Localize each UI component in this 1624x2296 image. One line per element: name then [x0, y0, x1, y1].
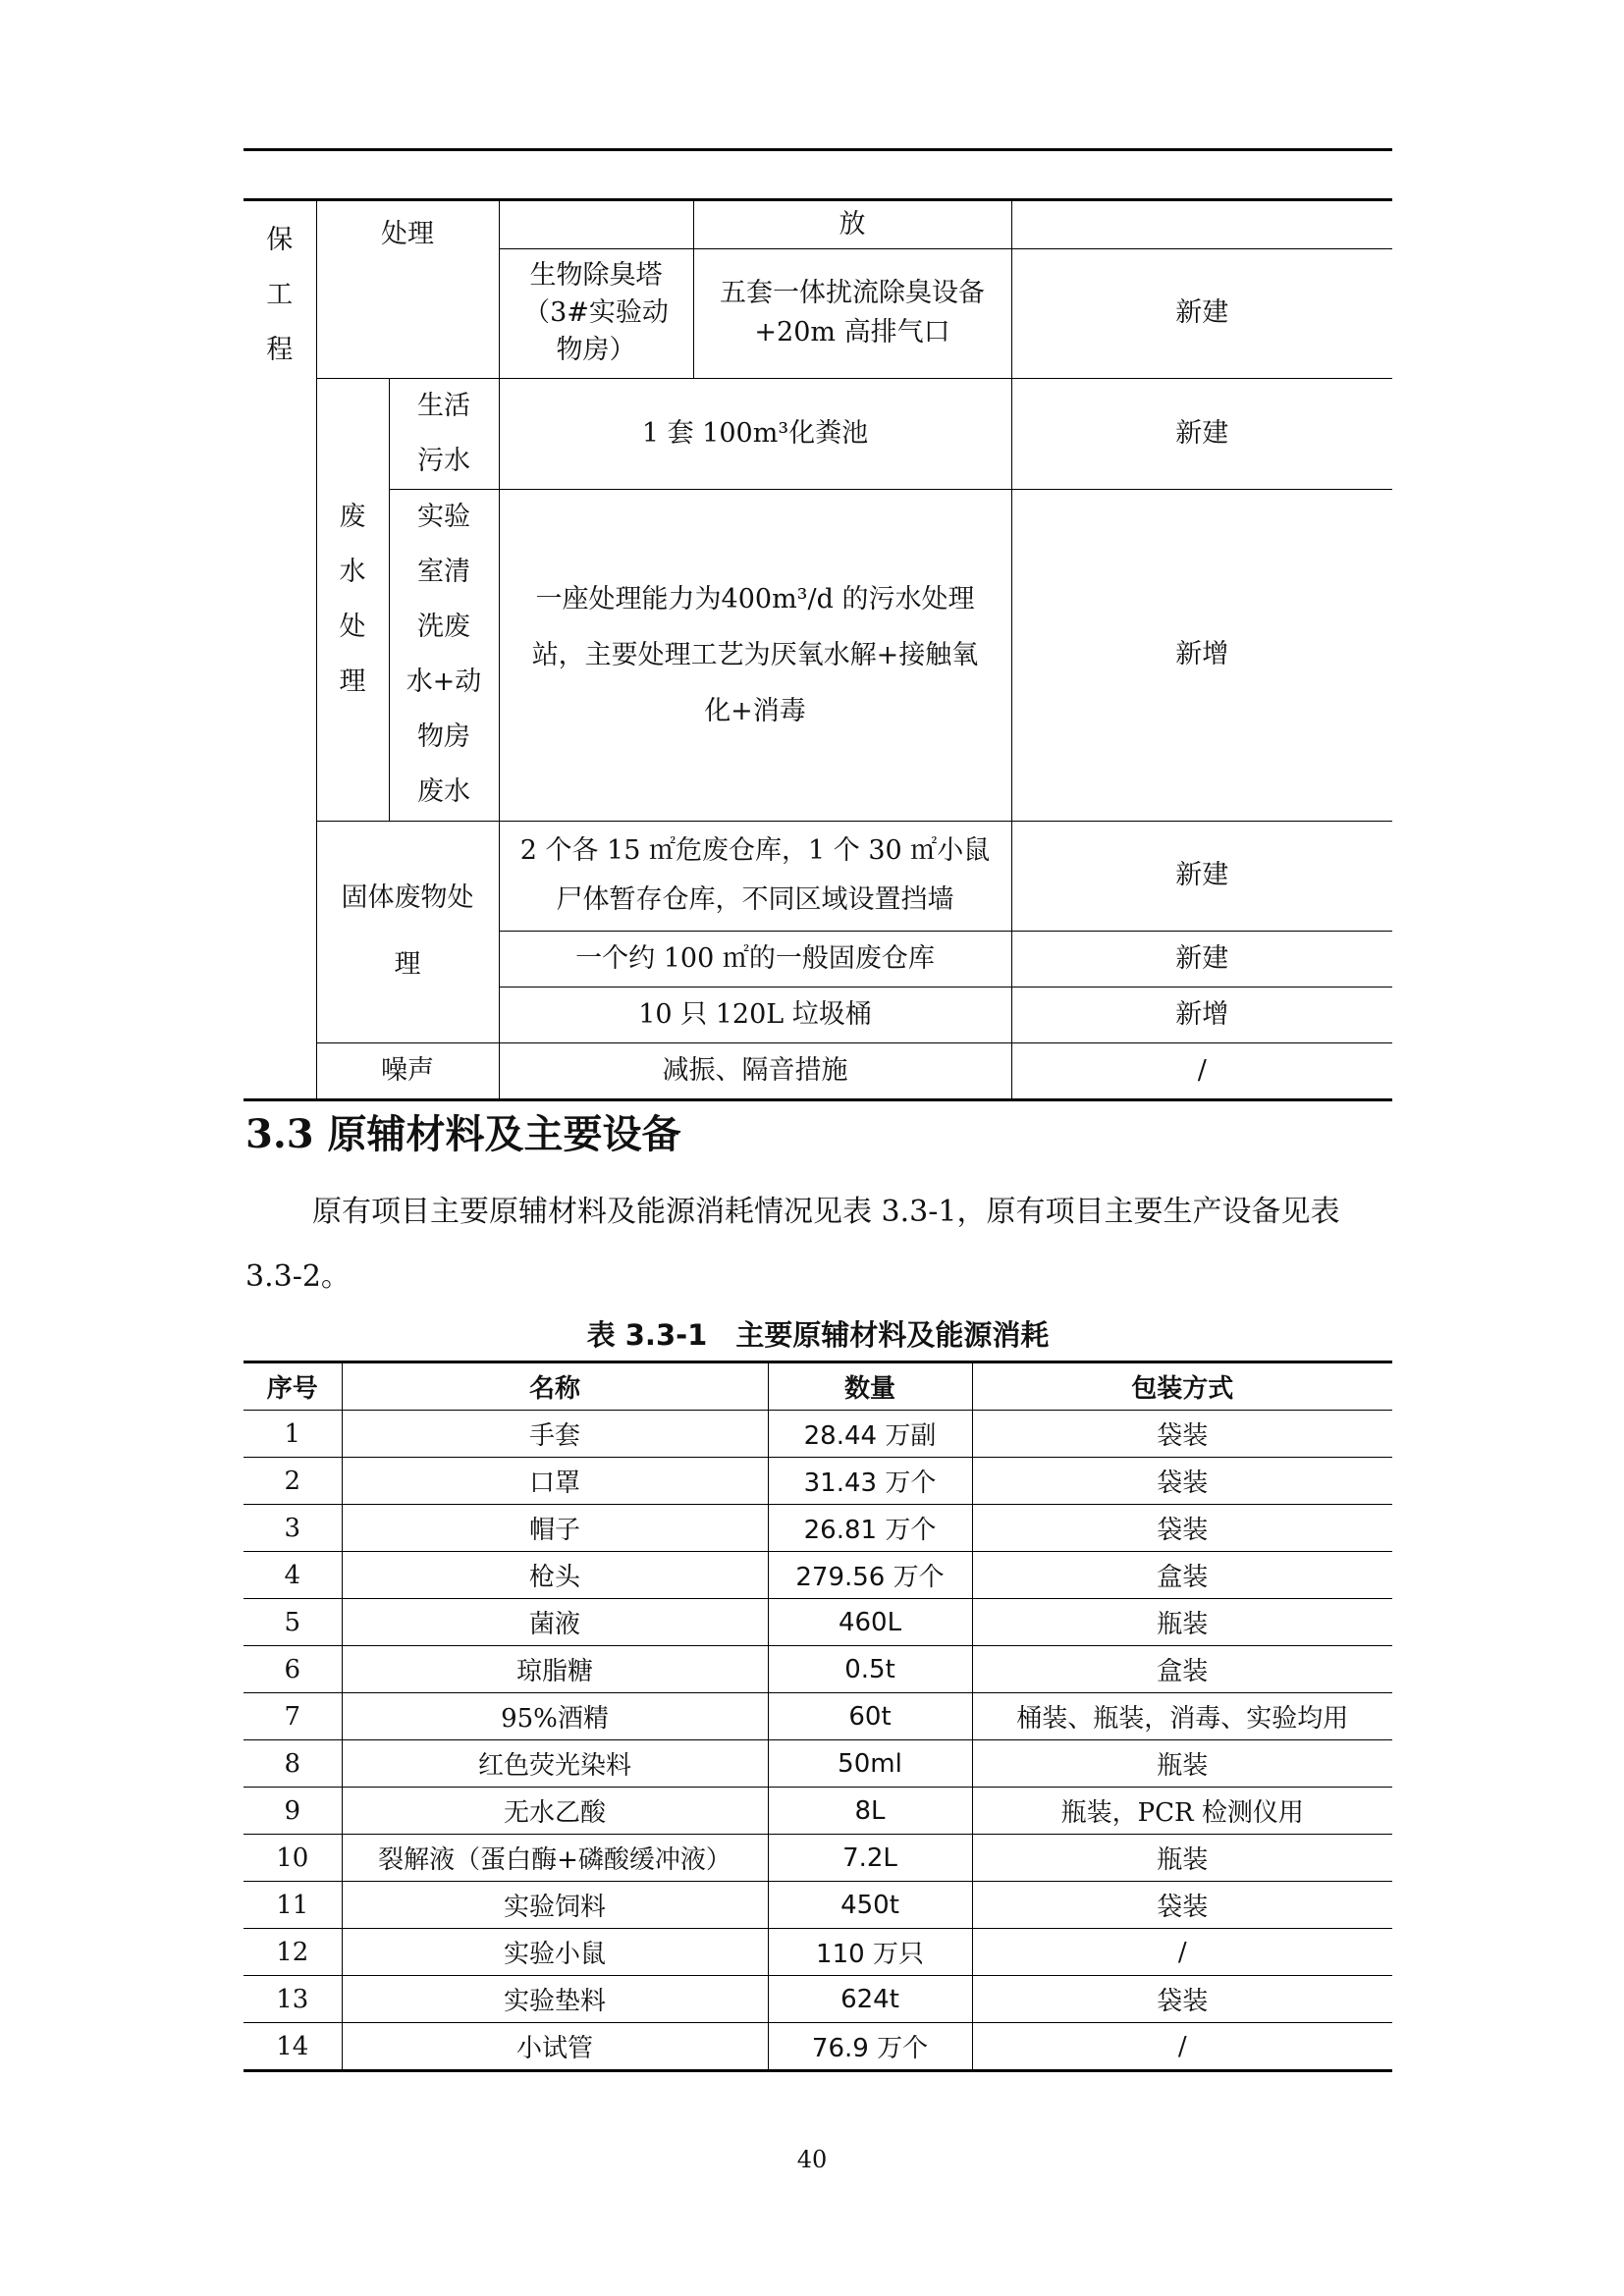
table-row — [244, 1552, 1392, 1599]
row-index-cell: 4 — [244, 1552, 342, 1599]
measure-cell: 1 套 100m³化粪池 — [499, 378, 1011, 489]
quantity-cell: 8L — [768, 1788, 972, 1835]
column-header: 包装方式 — [972, 1362, 1392, 1411]
quantity-cell: 26.81 万个 — [768, 1505, 972, 1552]
measure-cell: 五套一体扰流除臭设备 +20m 高排气口 — [693, 248, 1011, 378]
quantity-cell: 28.44 万副 — [768, 1411, 972, 1458]
packaging-cell: 袋装 — [972, 1976, 1392, 2023]
row-index-cell: 10 — [244, 1835, 342, 1882]
table-row — [244, 1740, 1392, 1788]
table-row — [244, 1693, 1392, 1740]
packaging-cell: 袋装 — [972, 1882, 1392, 1929]
measure-cell: 减振、隔音措施 — [499, 1042, 1011, 1099]
row-index-cell: 9 — [244, 1788, 342, 1835]
measure-cell: 一座处理能力为400m³/d 的污水处理 站，主要处理工艺为厌氧水解+接触氧 化+消毒 — [499, 489, 1011, 821]
facility-cell — [499, 200, 693, 249]
header-rule — [244, 148, 1392, 151]
table-row — [244, 1646, 1392, 1693]
quantity-cell: 50ml — [768, 1740, 972, 1788]
quantity-cell: 0.5t — [768, 1646, 972, 1693]
measure-cell: 放 — [693, 200, 1011, 249]
packaging-cell: / — [972, 1929, 1392, 1976]
quantity-cell: 624t — [768, 1976, 972, 2023]
material-name-cell: 帽子 — [342, 1505, 768, 1552]
material-name-cell: 实验小鼠 — [342, 1929, 768, 1976]
table-row — [244, 1505, 1392, 1552]
status-cell — [1011, 200, 1392, 249]
packaging-cell: 袋装 — [972, 1505, 1392, 1552]
status-cell: 新建 — [1011, 821, 1392, 931]
materials-table — [244, 1361, 1392, 2072]
materials-table-body — [244, 1411, 1392, 2071]
row-index-cell: 2 — [244, 1458, 342, 1505]
packaging-cell: 盒装 — [972, 1552, 1392, 1599]
packaging-cell: / — [972, 2023, 1392, 2071]
packaging-cell: 瓶装 — [972, 1835, 1392, 1882]
material-name-cell: 口罩 — [342, 1458, 768, 1505]
status-cell: 新增 — [1011, 987, 1392, 1042]
measure-cell: 一个约 100 ㎡的一般固废仓库 — [499, 931, 1011, 987]
subcategory-cell: 处理 — [316, 200, 499, 379]
packaging-cell: 袋装 — [972, 1458, 1392, 1505]
table-row — [244, 1458, 1392, 1505]
domestic-sewage-label: 生活 污水 — [389, 378, 499, 489]
quantity-cell: 110 万只 — [768, 1929, 972, 1976]
row-index-cell: 5 — [244, 1599, 342, 1646]
row-index-cell: 14 — [244, 2023, 342, 2071]
quantity-cell: 76.9 万个 — [768, 2023, 972, 2071]
packaging-cell: 瓶装 — [972, 1740, 1392, 1788]
quantity-cell: 279.56 万个 — [768, 1552, 972, 1599]
row-index-cell: 13 — [244, 1976, 342, 2023]
status-cell: 新建 — [1011, 931, 1392, 987]
material-name-cell: 实验垫料 — [342, 1976, 768, 2023]
row-index-cell: 12 — [244, 1929, 342, 1976]
packaging-cell: 袋装 — [972, 1411, 1392, 1458]
env-protection-table — [244, 198, 1392, 1101]
noise-label: 噪声 — [316, 1042, 499, 1099]
row-index-cell: 11 — [244, 1882, 342, 1929]
material-name-cell: 裂解液（蛋白酶+磷酸缓冲液） — [342, 1835, 768, 1882]
packaging-cell: 瓶装，PCR 检测仪用 — [972, 1788, 1392, 1835]
material-name-cell: 枪头 — [342, 1552, 768, 1599]
table-row — [244, 1835, 1392, 1882]
table-row — [244, 1599, 1392, 1646]
packaging-cell: 瓶装 — [972, 1599, 1392, 1646]
packaging-cell: 盒装 — [972, 1646, 1392, 1693]
table-caption: 表 3.3-1 主要原辅材料及能源消耗 — [586, 1318, 1050, 1352]
status-cell: 新增 — [1011, 489, 1392, 821]
table-row — [244, 1929, 1392, 1976]
table-row — [244, 2023, 1392, 2071]
table-row — [244, 1411, 1392, 1458]
row-index-cell: 6 — [244, 1646, 342, 1693]
row-index-cell: 7 — [244, 1693, 342, 1740]
row-index-cell: 8 — [244, 1740, 342, 1788]
category-cell: 保 工 程 — [244, 200, 316, 379]
measure-cell: 2 个各 15 ㎡危废仓库，1 个 30 ㎡小鼠 尸体暂存仓库，不同区域设置挡墙 — [499, 821, 1011, 931]
row-index-cell: 3 — [244, 1505, 342, 1552]
quantity-cell: 31.43 万个 — [768, 1458, 972, 1505]
column-header: 数量 — [768, 1362, 972, 1411]
material-name-cell: 琼脂糖 — [342, 1646, 768, 1693]
material-name-cell: 实验饲料 — [342, 1882, 768, 1929]
table-row — [244, 1882, 1392, 1929]
status-cell: 新建 — [1011, 248, 1392, 378]
material-name-cell: 红色荧光染料 — [342, 1740, 768, 1788]
material-name-cell: 无水乙酸 — [342, 1788, 768, 1835]
quantity-cell: 450t — [768, 1882, 972, 1929]
column-header: 序号 — [244, 1362, 342, 1411]
lab-wastewater-label: 实验 室清 洗废 水+动 物房 废水 — [389, 489, 499, 821]
solid-waste-label: 固体废物处 理 — [316, 821, 499, 1042]
category-cell-cont — [244, 378, 316, 1099]
body-paragraph: 原有项目主要原辅材料及能源消耗情况见表 3.3-1，原有项目主要生产设备见表 3.3-2。 — [245, 1195, 1340, 1294]
quantity-cell: 7.2L — [768, 1835, 972, 1882]
column-header: 名称 — [342, 1362, 768, 1411]
quantity-cell: 460L — [768, 1599, 972, 1646]
wastewater-label: 废 水 处 理 — [316, 378, 389, 821]
material-name-cell: 小试管 — [342, 2023, 768, 2071]
material-name-cell: 手套 — [342, 1411, 768, 1458]
quantity-cell: 60t — [768, 1693, 972, 1740]
material-name-cell: 菌液 — [342, 1599, 768, 1646]
material-name-cell: 95%酒精 — [342, 1693, 768, 1740]
table-row — [244, 1976, 1392, 2023]
measure-cell: 10 只 120L 垃圾桶 — [499, 987, 1011, 1042]
table-row — [244, 1788, 1392, 1835]
section-title: 3.3 原辅材料及主要设备 — [245, 1111, 681, 1157]
status-cell: / — [1011, 1042, 1392, 1099]
row-index-cell: 1 — [244, 1411, 342, 1458]
packaging-cell: 桶装、瓶装，消毒、实验均用 — [972, 1693, 1392, 1740]
facility-cell: 生物除臭塔 （3#实验动 物房） — [499, 248, 693, 378]
status-cell: 新建 — [1011, 378, 1392, 489]
page-number: 40 — [796, 2146, 828, 2173]
